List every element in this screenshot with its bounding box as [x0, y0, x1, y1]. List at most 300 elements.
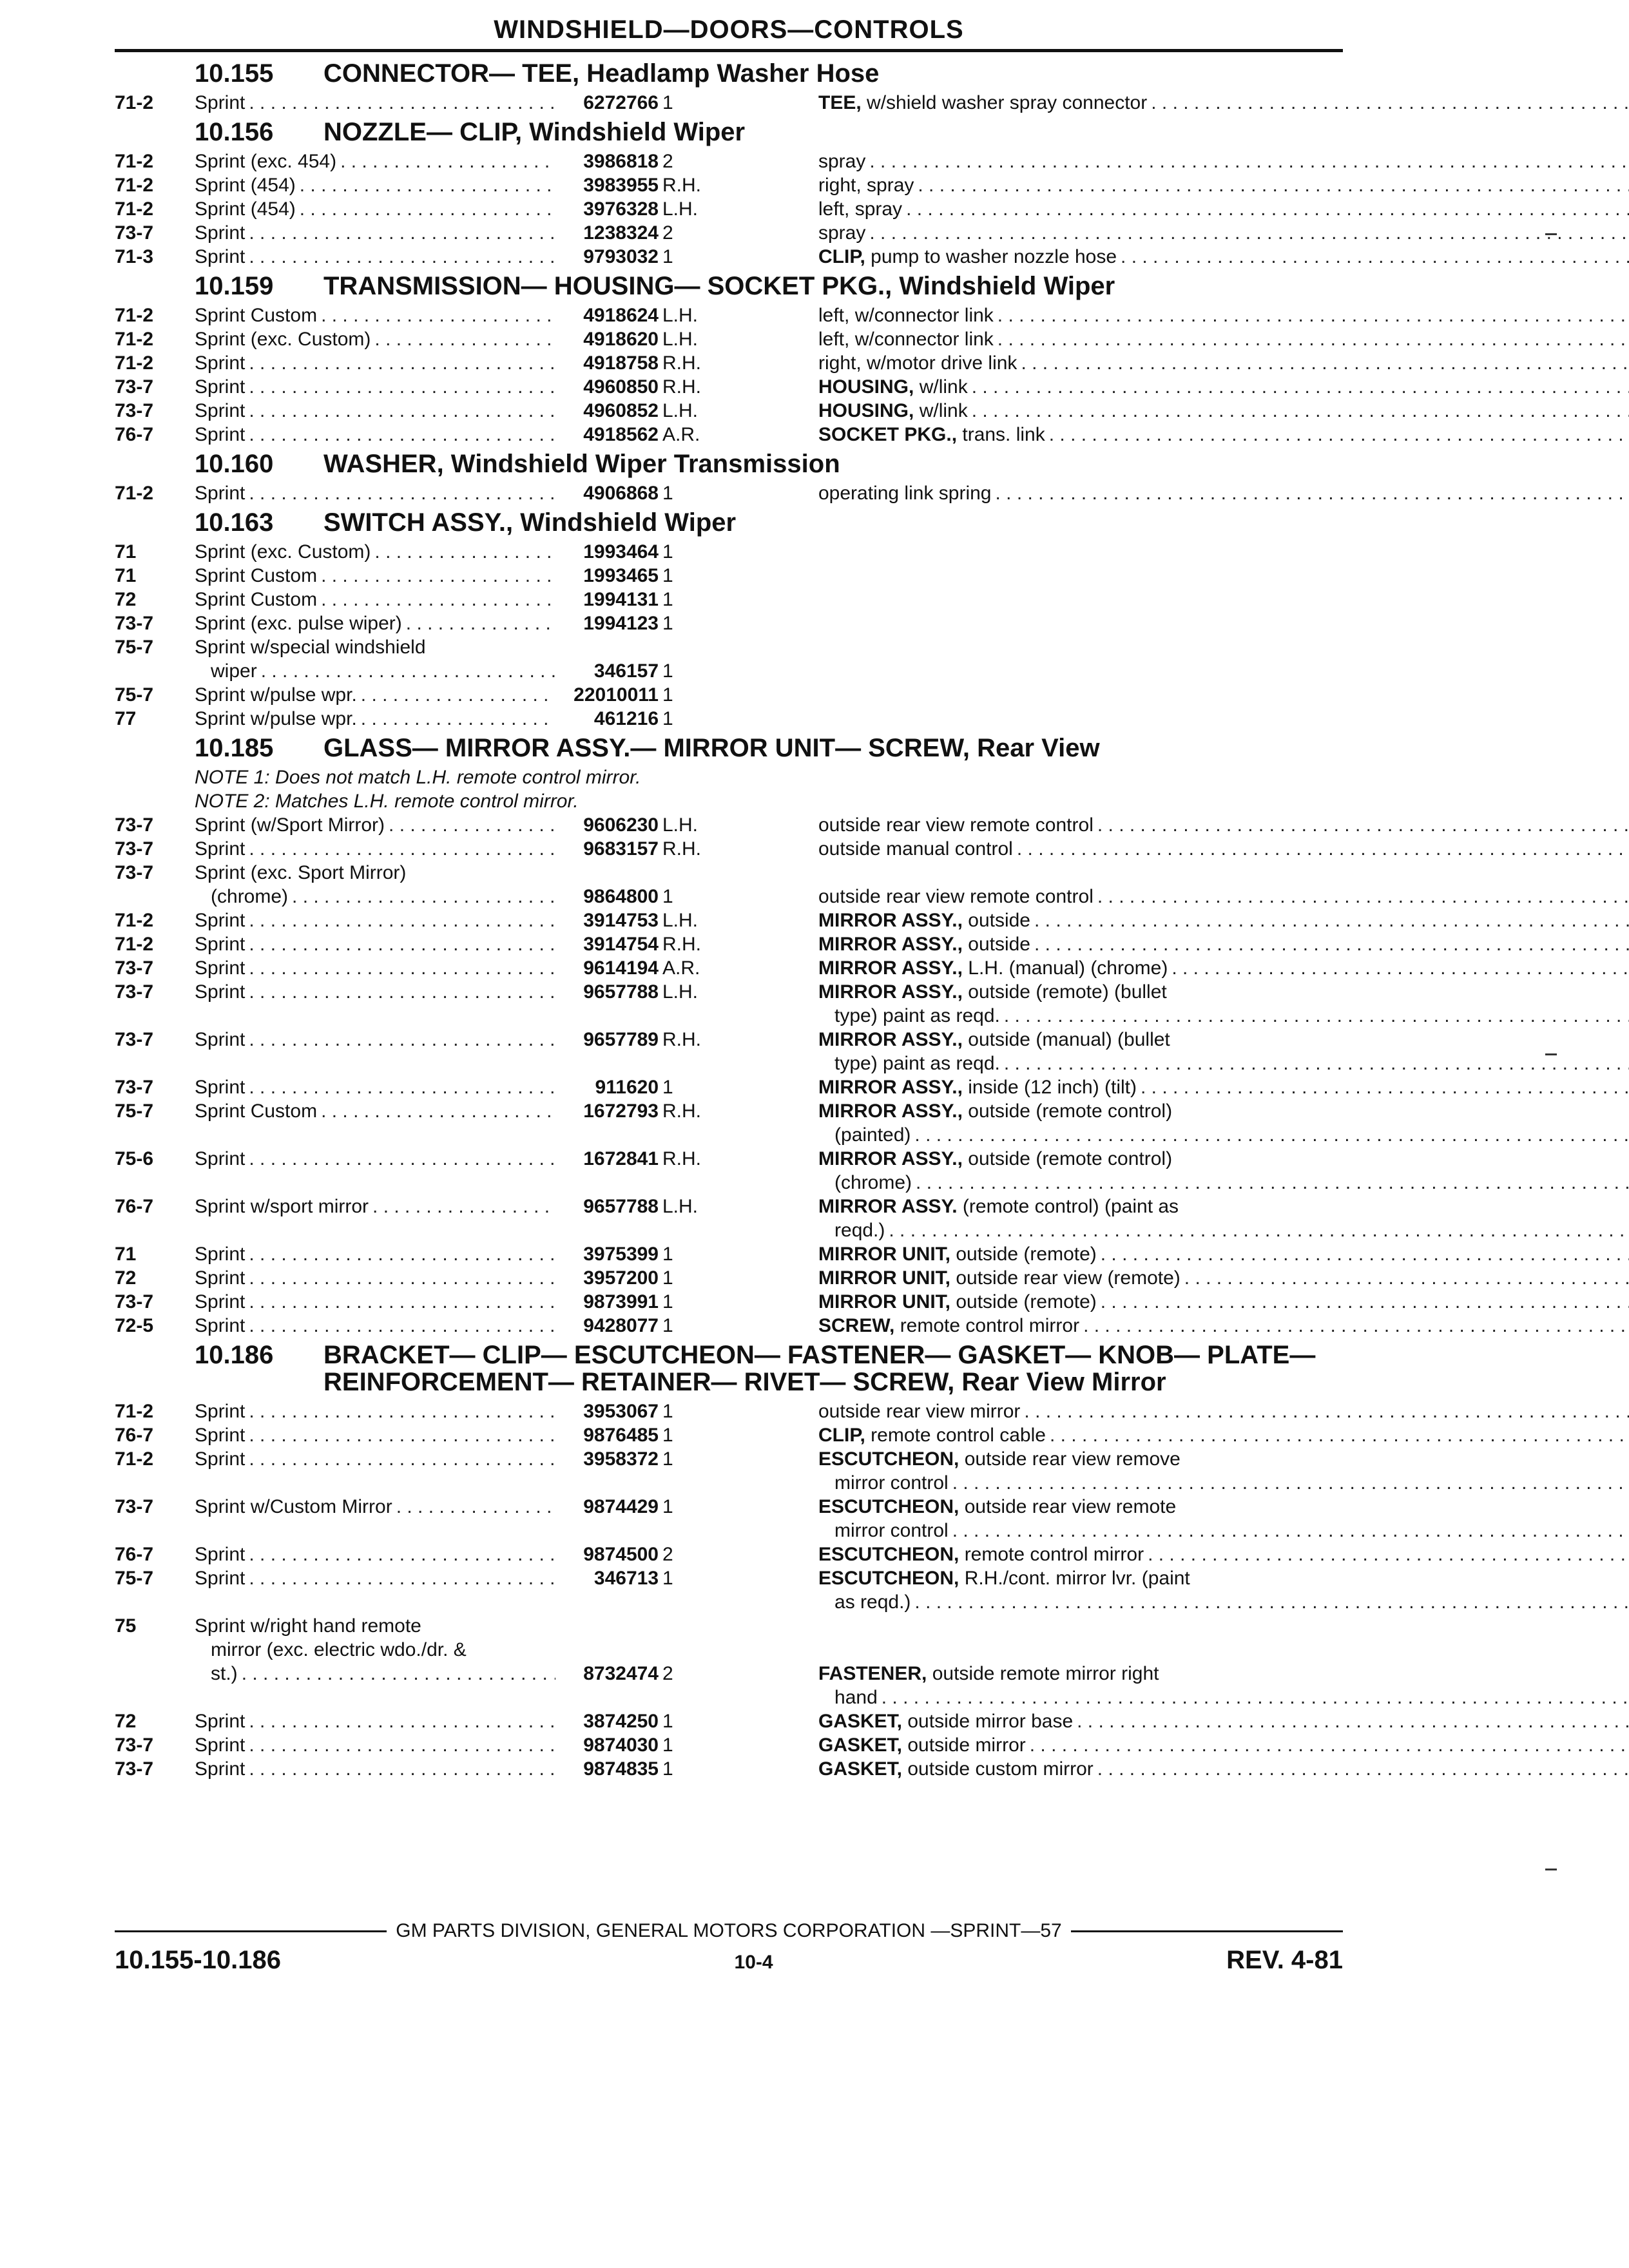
- dot-leader: [392, 1495, 555, 1519]
- description-text: [818, 375, 968, 399]
- dot-leader: [245, 932, 555, 956]
- quantity: [659, 1614, 733, 1638]
- description-cell: [733, 1638, 1343, 1662]
- part-number: 9876485: [583, 1425, 659, 1446]
- quantity: L.H.: [662, 1196, 699, 1217]
- model-text: Sprint (exc. Custom): [195, 541, 371, 562]
- description-cell: [733, 683, 1343, 707]
- model-text: Sprint w/sport mirror: [195, 1196, 369, 1217]
- part-row: [115, 1266, 1343, 1290]
- quantity: 1: [662, 1425, 673, 1446]
- description-text: [818, 1757, 1094, 1781]
- model-cell: [195, 91, 555, 115]
- section-heading: [115, 115, 1343, 149]
- quantity: 2: [662, 1544, 673, 1565]
- model-text: Sprint: [195, 92, 246, 113]
- quantity: 1: [662, 1244, 673, 1265]
- model-year: 71-2: [115, 175, 154, 196]
- description-cell: [733, 1614, 1343, 1638]
- model-cell: [195, 1075, 555, 1099]
- page-footer: [115, 1920, 1343, 1975]
- part-number: 4960850: [583, 376, 659, 398]
- part-number: 9657788: [583, 1196, 659, 1217]
- model-cell: [195, 245, 555, 269]
- margin-tick: [1545, 1869, 1557, 1870]
- model-year: 73-7: [115, 1077, 154, 1098]
- description-cell: [733, 1686, 1629, 1709]
- description-detail: remote control mirror: [894, 1315, 1080, 1336]
- description-keyword: MIRROR ASSY.,: [818, 981, 963, 1003]
- dot-leader: [1026, 1733, 1629, 1757]
- dot-leader: [1094, 885, 1629, 908]
- dot-leader: [245, 351, 555, 375]
- model-cell: [195, 980, 555, 1004]
- quantity: L.H.: [662, 198, 699, 220]
- description-cell: [733, 221, 1629, 245]
- description-detail: outside: [962, 934, 1030, 955]
- part-row: [115, 1495, 1343, 1519]
- model-cell: [195, 327, 555, 351]
- dot-leader: [257, 659, 555, 683]
- description-text: [818, 1123, 911, 1147]
- description-text: [818, 1218, 885, 1242]
- description-detail: outside remote mirror right: [927, 1663, 1159, 1684]
- part-number: [555, 861, 659, 885]
- part-row: [115, 1447, 1343, 1471]
- section-number: 10.156: [195, 118, 274, 146]
- dot-leader: [911, 1123, 1629, 1147]
- model-cell: [195, 837, 555, 861]
- model-cell: [195, 1099, 555, 1123]
- description-text: [818, 1266, 1181, 1290]
- part-number: [555, 1004, 659, 1028]
- part-row: [115, 1004, 1343, 1028]
- description-detail: outside mirror base: [902, 1711, 1074, 1732]
- description-detail: outside (remote) (bullet: [962, 981, 1167, 1003]
- description-cell: [733, 1028, 1343, 1052]
- model-year: 76-7: [115, 1196, 154, 1217]
- description-text: [818, 1662, 1159, 1686]
- description-keyword: ESCUTCHEON,: [818, 1448, 959, 1470]
- description-cell: [733, 1590, 1629, 1614]
- dot-leader: [914, 173, 1629, 197]
- part-row: [115, 1686, 1343, 1709]
- model-text: Sprint: [195, 483, 246, 504]
- description-text: [818, 956, 1168, 980]
- description-cell: [733, 1733, 1629, 1757]
- footer-revision: REV. 4-81: [1226, 1946, 1343, 1974]
- description-keyword: CLIP,: [818, 1425, 865, 1446]
- model-year: 73-7: [115, 1758, 154, 1780]
- description-text: [818, 1447, 1181, 1471]
- description-keyword: SCREW,: [818, 1315, 895, 1336]
- quantity: 1: [662, 483, 673, 504]
- section-heading: [115, 56, 1343, 91]
- model-year: 71-2: [115, 934, 154, 955]
- section-number: 10.160: [195, 450, 274, 478]
- description-cell: [733, 327, 1629, 351]
- model-year: [115, 1218, 195, 1242]
- description-detail: mirror control: [818, 1472, 949, 1494]
- model-year: 71: [115, 1244, 137, 1265]
- quantity: [659, 861, 733, 885]
- quantity: L.H.: [662, 910, 699, 931]
- model-cell: [195, 1566, 555, 1590]
- dot-leader: [245, 1314, 555, 1338]
- part-number: 4918624: [583, 305, 659, 326]
- dot-leader: [949, 1471, 1629, 1495]
- part-row: [115, 1399, 1343, 1423]
- quantity: L.H.: [662, 400, 699, 421]
- quantity: R.H.: [662, 1100, 701, 1122]
- section-heading: [115, 269, 1343, 303]
- description-cell: [733, 1004, 1629, 1028]
- part-number: [555, 1519, 659, 1542]
- description-keyword: ESCUTCHEON,: [818, 1568, 959, 1589]
- description-detail: left, w/connector link: [818, 305, 994, 326]
- description-detail: trans. link: [957, 424, 1045, 445]
- part-row: [115, 932, 1343, 956]
- model-cell: [195, 885, 555, 908]
- description-keyword: ESCUTCHEON,: [818, 1496, 959, 1517]
- description-text: [818, 1686, 878, 1709]
- model-text: Sprint: [195, 838, 246, 860]
- quantity: L.H.: [662, 329, 699, 350]
- description-cell: [733, 1471, 1629, 1495]
- catalog-section: [115, 56, 1343, 115]
- dot-leader: [1097, 1290, 1629, 1314]
- dot-leader: [994, 327, 1629, 351]
- part-row: [115, 1733, 1343, 1757]
- model-year: [115, 1171, 195, 1195]
- part-row: [115, 1709, 1343, 1733]
- model-text: Sprint Custom: [195, 589, 318, 610]
- model-cell: [195, 423, 555, 447]
- model-text: Sprint: [195, 1291, 246, 1312]
- dot-leader: [245, 1266, 555, 1290]
- description-detail: operating link spring: [818, 483, 992, 504]
- quantity: 1: [662, 589, 673, 610]
- part-row: [115, 956, 1343, 980]
- dot-leader: [1030, 908, 1629, 932]
- part-row: [115, 564, 1343, 588]
- dot-leader: [245, 1757, 555, 1781]
- dot-leader: [245, 956, 555, 980]
- part-row: [115, 540, 1343, 564]
- model-year: 71-2: [115, 1448, 154, 1470]
- model-text: Sprint: [195, 1148, 246, 1169]
- description-detail: right, w/motor drive link: [818, 352, 1017, 374]
- catalog-section: [115, 505, 1343, 731]
- quantity: 1: [662, 541, 673, 562]
- model-cell: [195, 1686, 555, 1709]
- footer-bottom: [115, 1946, 1343, 1975]
- section-note: NOTE 1: Does not match L.H. remote control mirror.: [195, 767, 641, 788]
- description-keyword: ESCUTCHEON,: [818, 1544, 959, 1565]
- quantity: 1: [662, 1711, 673, 1732]
- model-year: 71-2: [115, 198, 154, 220]
- dot-leader: [1045, 423, 1629, 447]
- model-text: Sprint: [195, 1029, 246, 1050]
- part-row: [115, 351, 1343, 375]
- part-row: [115, 1590, 1343, 1614]
- section-number: 10.186: [195, 1341, 274, 1369]
- description-text: [818, 1399, 1020, 1423]
- description-keyword: GASKET,: [818, 1735, 903, 1756]
- description-cell: [733, 611, 1343, 635]
- description-detail: inside (12 inch) (tilt): [962, 1077, 1137, 1098]
- quantity: 1: [662, 1267, 673, 1289]
- part-number: 3975399: [583, 1244, 659, 1265]
- dot-leader: [1017, 351, 1629, 375]
- quantity: R.H.: [662, 352, 701, 374]
- quantity: 1: [662, 1448, 673, 1470]
- model-year: 73-7: [115, 1735, 154, 1756]
- description-keyword: MIRROR ASSY.,: [818, 1100, 963, 1122]
- dot-leader: [1046, 1423, 1629, 1447]
- description-cell: [733, 635, 1343, 659]
- title-rule: [115, 49, 1343, 52]
- quantity: L.H.: [662, 305, 699, 326]
- model-text: Sprint w/right hand remote: [195, 1615, 421, 1637]
- description-detail: mirror control: [818, 1520, 949, 1541]
- part-row: [115, 173, 1343, 197]
- description-keyword: MIRROR ASSY.,: [818, 910, 963, 931]
- dot-leader: [371, 540, 555, 564]
- description-text: [818, 1028, 1170, 1052]
- model-year: 71: [115, 565, 137, 586]
- description-keyword: CLIP,: [818, 246, 865, 267]
- model-year: 73-7: [115, 862, 154, 883]
- model-year: 75-7: [115, 684, 154, 706]
- quantity: [659, 1004, 733, 1028]
- model-text: st.): [195, 1663, 238, 1684]
- part-row: [115, 327, 1343, 351]
- model-cell: [195, 1218, 555, 1242]
- description-cell: [733, 399, 1629, 423]
- description-cell: [733, 1123, 1629, 1147]
- dot-leader: [1137, 1075, 1629, 1099]
- dot-leader: [357, 707, 555, 731]
- model-year: 75-6: [115, 1148, 154, 1169]
- model-text: Sprint: [195, 222, 246, 244]
- model-cell: [195, 707, 555, 731]
- model-year: [115, 1519, 195, 1542]
- description-cell: [733, 932, 1629, 956]
- quantity: [659, 1638, 733, 1662]
- part-number: 1238324: [583, 222, 659, 244]
- part-number: 1993465: [583, 565, 659, 586]
- section-heading: [115, 505, 1343, 540]
- quantity: 1: [662, 886, 673, 907]
- model-year: 73-7: [115, 1029, 154, 1050]
- model-cell: [195, 197, 555, 221]
- description-detail: outside custom mirror: [902, 1758, 1094, 1780]
- dot-leader: [317, 588, 555, 611]
- dot-leader: [911, 1590, 1629, 1614]
- model-cell: [195, 149, 555, 173]
- description-text: [818, 932, 1030, 956]
- dot-leader: [1144, 1542, 1629, 1566]
- model-year: 71-2: [115, 1401, 154, 1422]
- part-number: 3986818: [583, 151, 659, 172]
- model-cell: [195, 1266, 555, 1290]
- part-row: [115, 481, 1343, 505]
- description-cell: [733, 1519, 1629, 1542]
- part-number: [555, 1218, 659, 1242]
- dot-leader: [1073, 1709, 1629, 1733]
- model-cell: [195, 1709, 555, 1733]
- part-row: [115, 1566, 1343, 1590]
- part-row: [115, 1242, 1343, 1266]
- description-cell: [733, 91, 1629, 115]
- model-cell: [195, 861, 555, 885]
- quantity: 1: [662, 1291, 673, 1312]
- model-year: [115, 1686, 195, 1709]
- section-title: BRACKET— CLIP— ESCUTCHEON— FASTENER— GASKET— KNOB— PLATE— REINFORCEMENT— RETAINER— RIVET— SCREW, Rear View Mirror: [323, 1341, 1316, 1396]
- part-row: [115, 1052, 1343, 1075]
- description-cell: [733, 885, 1629, 908]
- section-title: NOZZLE— CLIP, Windshield Wiper: [323, 118, 746, 146]
- model-year: [115, 1662, 195, 1686]
- dot-leader: [968, 399, 1629, 423]
- model-text: Sprint: [195, 1735, 246, 1756]
- description-text: [818, 1099, 1172, 1123]
- dot-leader: [296, 173, 555, 197]
- description-cell: [733, 375, 1629, 399]
- part-row: [115, 1423, 1343, 1447]
- description-text: [818, 1590, 911, 1614]
- section-number: 10.185: [195, 734, 274, 762]
- description-detail: L.H. (manual) (chrome): [962, 957, 1168, 979]
- description-detail: outside (remote control): [962, 1100, 1173, 1122]
- dot-leader: [385, 813, 555, 837]
- part-row: [115, 1638, 1343, 1662]
- dot-leader: [245, 1542, 555, 1566]
- quantity: 1: [662, 1758, 673, 1780]
- part-row: [115, 980, 1343, 1004]
- part-row: [115, 1314, 1343, 1338]
- part-row: [115, 1662, 1343, 1686]
- dot-leader: [245, 908, 555, 932]
- section-number: 10.163: [195, 508, 274, 537]
- description-detail: outside rear view remote: [959, 1496, 1177, 1517]
- model-text: Sprint (exc. pulse wiper): [195, 613, 402, 634]
- dot-leader: [245, 423, 555, 447]
- dot-leader: [245, 1447, 555, 1471]
- dot-leader: [1079, 1314, 1629, 1338]
- quantity: R.H.: [662, 838, 701, 860]
- description-detail: outside rear view remote control: [818, 886, 1094, 907]
- dot-leader: [865, 149, 1629, 173]
- quantity: 2: [662, 222, 673, 244]
- model-year: 73-7: [115, 838, 154, 860]
- part-row: [115, 1542, 1343, 1566]
- model-cell: [195, 635, 555, 659]
- model-cell: [195, 1028, 555, 1052]
- quantity: 1: [662, 1496, 673, 1517]
- page-title: WINDSHIELD—DOORS—CONTROLS: [494, 15, 964, 44]
- quantity: A.R.: [662, 957, 700, 979]
- description-keyword: HOUSING,: [818, 376, 914, 398]
- part-number: 9874429: [583, 1496, 659, 1517]
- model-cell: [195, 1147, 555, 1171]
- part-row: [115, 635, 1343, 659]
- description-text: [818, 1004, 1000, 1028]
- model-text: Sprint (exc. Sport Mirror): [195, 862, 407, 883]
- dot-leader: [357, 683, 555, 707]
- model-year: [115, 1123, 195, 1147]
- part-number: 4918620: [583, 329, 659, 350]
- description-text: [818, 91, 1147, 115]
- dot-leader: [245, 1028, 555, 1052]
- dot-leader: [245, 375, 555, 399]
- part-row: [115, 1099, 1343, 1123]
- part-number: [555, 635, 659, 659]
- section-number: 10.155: [195, 59, 274, 88]
- quantity: R.H.: [662, 1148, 701, 1169]
- part-number: 3914753: [583, 910, 659, 931]
- model-year: 73-7: [115, 376, 154, 398]
- model-year: 72: [115, 1711, 137, 1732]
- part-row: [115, 1195, 1343, 1218]
- model-year: [115, 1590, 195, 1614]
- quantity: 1: [662, 613, 673, 634]
- description-cell: [733, 1566, 1343, 1590]
- description-detail: hand: [818, 1687, 878, 1708]
- model-year: 73-7: [115, 400, 154, 421]
- description-detail: type) paint as reqd.: [818, 1005, 1000, 1026]
- model-cell: [195, 1447, 555, 1471]
- description-keyword: MIRROR ASSY.: [818, 1196, 958, 1217]
- description-cell: [733, 837, 1629, 861]
- part-number: 1994123: [583, 613, 659, 634]
- part-number: 346157: [593, 660, 659, 682]
- part-number: [555, 1471, 659, 1495]
- part-number: 4906868: [583, 483, 659, 504]
- description-cell: [733, 245, 1629, 269]
- model-text: Sprint: [195, 1315, 246, 1336]
- model-text: Sprint: [195, 1425, 246, 1446]
- part-row: [115, 1290, 1343, 1314]
- description-cell: [733, 351, 1629, 375]
- description-cell: [733, 1171, 1629, 1195]
- model-cell: [195, 1314, 555, 1338]
- dot-leader: [1000, 1052, 1629, 1075]
- dot-leader: [245, 245, 555, 269]
- dot-leader: [238, 1662, 555, 1686]
- dot-leader: [949, 1519, 1629, 1542]
- dot-leader: [245, 481, 555, 505]
- model-text: Sprint: [195, 981, 246, 1003]
- quantity: [659, 1519, 733, 1542]
- dot-leader: [994, 303, 1629, 327]
- model-cell: [195, 1662, 555, 1686]
- part-row: [115, 1519, 1343, 1542]
- model-year: 73-7: [115, 814, 154, 836]
- description-detail: outside rear view (remote): [950, 1267, 1181, 1289]
- section-title: SWITCH ASSY., Windshield Wiper: [323, 508, 737, 537]
- quantity: [659, 1471, 733, 1495]
- part-number: 9657789: [583, 1029, 659, 1050]
- footer-division: GM PARTS DIVISION, GENERAL MOTORS CORPORATION —SPRINT—57: [396, 1920, 1062, 1941]
- model-year: 75-7: [115, 1100, 154, 1122]
- footer-range: 10.155-10.186: [115, 1946, 282, 1974]
- sections-container: [115, 56, 1343, 1781]
- part-number: 3953067: [583, 1401, 659, 1422]
- description-cell: [733, 813, 1629, 837]
- dot-leader: [1030, 932, 1629, 956]
